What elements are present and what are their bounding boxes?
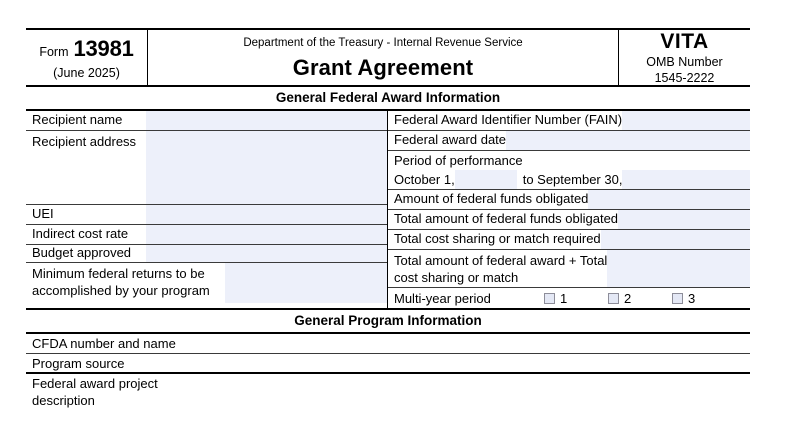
form-revision-date: (June 2025) — [53, 65, 120, 80]
field-row-fain — [388, 111, 750, 131]
omb-number-value: 1545-2222 — [654, 70, 715, 85]
input-fain[interactable] — [622, 111, 750, 130]
field-row-recipient-name — [26, 111, 387, 131]
input-total-federal-funds-obligated[interactable] — [618, 210, 750, 229]
input-minimum-federal-returns[interactable] — [225, 263, 387, 303]
award-left-column — [26, 111, 388, 308]
input-recipient-address[interactable] — [146, 131, 387, 204]
label-fain: Federal Award Identifier Number (FAIN) — [394, 112, 623, 128]
input-period-start-year[interactable] — [455, 170, 517, 189]
label-multi-year-period: Multi-year period — [394, 290, 491, 306]
general-federal-award-information-grid — [26, 111, 750, 310]
field-row-indirect-cost-rate — [26, 225, 387, 245]
label-period-of-performance: Period of performance — [394, 153, 523, 168]
label-federal-award-date: Federal award date — [394, 132, 507, 148]
general-program-information-grid — [26, 334, 750, 412]
label-recipient-name: Recipient name — [32, 112, 123, 128]
page-title: Grant Agreement — [292, 54, 474, 80]
agency-name: Department of the Treasury - Internal Revenue Service — [243, 37, 523, 50]
label-federal-award-project-description-line1: Federal award project — [32, 376, 158, 392]
form-header — [26, 28, 750, 87]
input-recipient-name[interactable] — [146, 111, 387, 130]
period-of-performance-dates — [388, 170, 750, 189]
label-total-cost-sharing-required: Total cost sharing or match required — [394, 231, 601, 247]
field-row-budget-approved — [26, 245, 387, 263]
form-identity-block — [26, 30, 148, 85]
omb-block — [619, 30, 750, 85]
label-total-award-plus-cost-sharing-line2: cost sharing or match — [394, 269, 519, 285]
form-number: 13981 — [73, 35, 134, 61]
label-period-start-prefix: October 1, — [394, 172, 455, 188]
label-total-federal-funds-obligated: Total amount of federal funds obligated — [394, 211, 619, 227]
field-row-amount-federal-funds-obligated — [388, 190, 750, 210]
multi-year-option-1[interactable] — [544, 292, 608, 305]
label-uei: UEI — [32, 206, 54, 222]
label-cfda-number-and-name: CFDA number and name — [32, 336, 176, 352]
multi-year-option-2[interactable] — [608, 292, 672, 305]
input-budget-approved[interactable] — [146, 245, 387, 262]
field-row-period-of-performance — [388, 151, 750, 190]
input-total-award-plus-cost-sharing[interactable] — [607, 250, 750, 287]
field-row-multi-year-period — [388, 288, 750, 308]
award-right-column — [388, 111, 750, 308]
checkbox-icon-multi-year-1[interactable] — [544, 293, 555, 304]
field-row-total-award-plus-cost-sharing — [388, 250, 750, 288]
label-indirect-cost-rate: Indirect cost rate — [32, 226, 129, 242]
form-word-label: Form — [39, 44, 69, 59]
field-row-federal-award-project-description[interactable] — [26, 374, 750, 412]
field-row-recipient-address — [26, 131, 387, 205]
label-minimum-federal-returns-line2: accomplished by your program — [32, 282, 210, 298]
section-header-general-program-information: General Program Information — [26, 310, 750, 334]
label-federal-award-project-description-line2: description — [32, 392, 95, 408]
form-number-line — [39, 35, 134, 61]
form-13981 — [26, 28, 750, 412]
multi-year-period-options — [544, 292, 750, 305]
multi-year-option-3[interactable] — [672, 292, 736, 305]
multi-year-period-control — [388, 288, 750, 308]
checkbox-icon-multi-year-2[interactable] — [608, 293, 619, 304]
field-row-uei — [26, 205, 387, 225]
input-indirect-cost-rate[interactable] — [146, 225, 387, 244]
field-row-cfda-number-and-name[interactable] — [26, 334, 750, 354]
input-amount-federal-funds-obligated[interactable] — [588, 190, 750, 209]
input-federal-award-date[interactable] — [506, 131, 750, 150]
label-program-source: Program source — [32, 356, 125, 372]
multi-year-option-1-label: 1 — [560, 290, 568, 306]
field-row-total-cost-sharing-required — [388, 230, 750, 250]
label-budget-approved: Budget approved — [32, 245, 132, 261]
field-row-federal-award-date — [388, 131, 750, 151]
label-recipient-address: Recipient address — [32, 134, 137, 149]
label-period-end-prefix: to September 30, — [522, 172, 623, 188]
input-period-end-year[interactable] — [622, 170, 750, 189]
section-header-general-federal-award-information: General Federal Award Information — [26, 87, 750, 111]
input-uei[interactable] — [146, 205, 387, 224]
checkbox-icon-multi-year-3[interactable] — [672, 293, 683, 304]
omb-number-label: OMB Number — [646, 54, 723, 69]
field-row-total-federal-funds-obligated — [388, 210, 750, 230]
multi-year-option-2-label: 2 — [624, 290, 632, 306]
label-total-award-plus-cost-sharing — [388, 250, 607, 287]
label-minimum-federal-returns — [26, 263, 225, 303]
label-minimum-federal-returns-line1: Minimum federal returns to be — [32, 266, 205, 281]
form-title-block — [148, 30, 619, 85]
label-amount-federal-funds-obligated: Amount of federal funds obligated — [394, 191, 589, 207]
multi-year-option-3-label: 3 — [688, 290, 696, 306]
field-row-minimum-federal-returns — [26, 263, 387, 303]
label-total-award-plus-cost-sharing-line1: Total amount of federal award + Total — [394, 253, 608, 269]
label-federal-award-project-description — [26, 374, 158, 412]
field-row-program-source[interactable] — [26, 354, 750, 374]
program-code: VITA — [660, 29, 709, 53]
input-total-cost-sharing-required[interactable] — [601, 230, 750, 249]
